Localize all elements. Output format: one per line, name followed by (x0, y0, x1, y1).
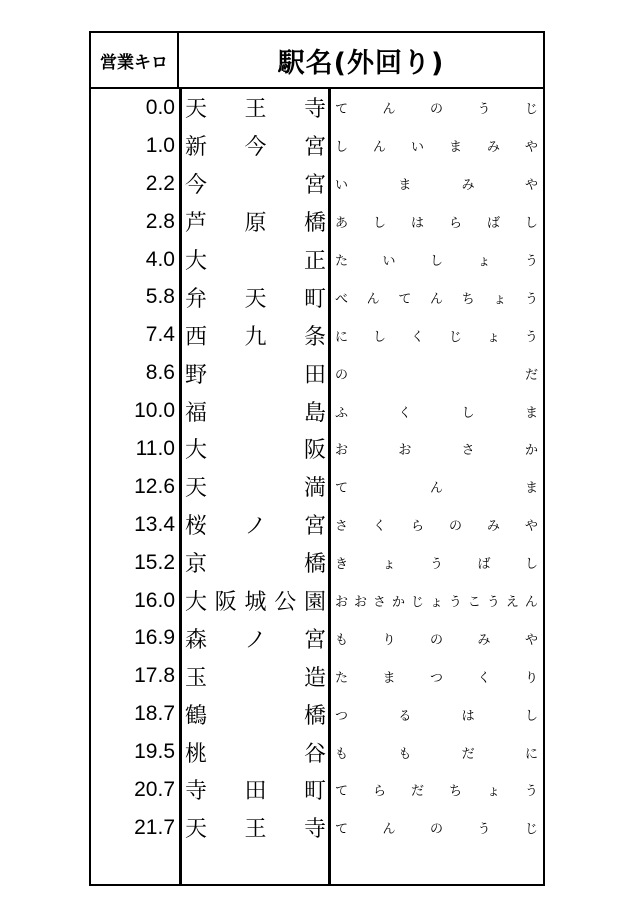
station-reading-char: ち (448, 784, 462, 800)
station-name-char: 阪 (214, 590, 237, 616)
station-table (89, 31, 545, 886)
station-name (185, 354, 326, 392)
station-reading-char: ょ (486, 784, 500, 800)
station-name-char: 橋 (303, 703, 326, 729)
station-row (91, 127, 543, 165)
station-reading (335, 392, 538, 430)
station-reading-char: ば (486, 216, 500, 232)
station-row (91, 468, 543, 506)
station-row (91, 582, 543, 620)
station-reading-char: て (335, 822, 349, 838)
station-reading (335, 430, 538, 468)
station-reading-char: う (448, 595, 462, 611)
station-reading-char: ま (398, 178, 412, 194)
station-reading-char: ん (366, 291, 380, 307)
station-reading (335, 316, 538, 354)
station-row (91, 316, 543, 354)
station-row (91, 278, 543, 316)
station-name-char: 大 (185, 438, 208, 464)
station-row (91, 203, 543, 241)
station-name (185, 506, 326, 544)
station-row (91, 809, 543, 847)
station-name-char: 天 (185, 476, 208, 502)
station-reading-char: く (410, 329, 424, 345)
station-name (185, 278, 326, 316)
station-reading-char: も (335, 746, 349, 762)
station-reading (335, 468, 538, 506)
station-reading-char: し (372, 216, 386, 232)
station-reading-char: つ (335, 708, 349, 724)
station-reading-char: ん (524, 595, 538, 611)
station-reading (335, 241, 538, 279)
station-name-char: 原 (244, 211, 267, 237)
station-reading-char: り (382, 632, 396, 648)
station-reading (335, 733, 538, 771)
station-reading (335, 506, 538, 544)
station-reading-char: だ (410, 784, 424, 800)
station-reading-char: り (524, 670, 538, 686)
station-name-char: 大 (185, 249, 208, 274)
station-reading-char: じ (410, 595, 424, 611)
station-reading-char: う (524, 784, 538, 800)
station-name-char: 橋 (303, 211, 326, 237)
station-reading-char: の (429, 822, 443, 838)
station-row (91, 733, 543, 771)
station-reading-char: う (524, 329, 538, 345)
station-reading-char: て (335, 102, 349, 118)
station-reading-char: ん (429, 481, 443, 497)
station-name-char: 桃 (185, 741, 208, 767)
station-reading-char: ち (461, 291, 475, 307)
station-reading-char: ん (382, 102, 396, 118)
station-name-char: 宮 (303, 135, 326, 161)
station-row (91, 165, 543, 203)
station-name-char: 芦 (185, 211, 208, 237)
station-reading-char: べ (335, 291, 349, 307)
station-name (185, 241, 326, 279)
station-reading-char: ょ (477, 254, 491, 269)
station-reading-char: ふ (335, 405, 349, 421)
station-reading (335, 657, 538, 695)
station-row (91, 544, 543, 582)
station-name-char: 寺 (303, 817, 326, 843)
station-name-char: 寺 (303, 97, 326, 123)
table-header (91, 33, 543, 89)
station-reading-char: き (335, 557, 349, 573)
station-name-char: 園 (303, 590, 326, 616)
station-reading-char: ば (477, 557, 491, 573)
station-name-char: 宮 (303, 514, 326, 540)
station-name-char: 城 (244, 590, 267, 616)
station-name-char: 正 (303, 249, 326, 274)
station-reading-char: い (410, 140, 424, 156)
station-reading (335, 771, 538, 809)
station-reading-char: は (410, 216, 424, 232)
station-km: 20.7 (134, 778, 175, 802)
station-reading (335, 278, 538, 316)
station-name-char: 京 (185, 552, 208, 578)
station-reading-char: は (461, 708, 475, 724)
station-reading-char: お (335, 443, 349, 459)
station-name (185, 695, 326, 733)
station-km: 12.6 (134, 474, 175, 498)
station-reading-char: た (335, 670, 349, 686)
station-km: 10.0 (134, 399, 175, 423)
station-name-char: 阪 (303, 438, 326, 464)
station-reading-char: お (335, 595, 349, 611)
station-row (91, 354, 543, 392)
station-km: 16.9 (134, 626, 175, 650)
station-name (185, 203, 326, 241)
station-reading-char: ら (372, 784, 386, 800)
station-reading-char: し (429, 254, 443, 269)
station-km: 11.0 (135, 437, 175, 461)
station-reading-char: ら (410, 519, 424, 535)
station-name-char: 桜 (185, 514, 208, 540)
station-reading-char: く (398, 405, 412, 421)
station-name-char: 寺 (185, 779, 208, 805)
station-name-char: 今 (244, 135, 267, 161)
station-reading (335, 544, 538, 582)
station-km: 1.0 (145, 133, 175, 157)
station-km: 21.7 (134, 815, 175, 839)
station-row (91, 392, 543, 430)
station-reading-char: や (524, 178, 538, 194)
station-reading-char: お (398, 443, 412, 459)
station-name-char: 九 (244, 324, 267, 350)
station-reading-char: さ (372, 595, 386, 611)
station-reading-char: さ (335, 519, 349, 535)
station-reading-char: う (524, 291, 538, 307)
station-reading-char: ま (448, 140, 462, 156)
station-km: 5.8 (145, 285, 175, 309)
station-name-char: 鶴 (185, 703, 208, 729)
station-name-char: 弁 (185, 286, 208, 312)
station-reading-char: し (461, 405, 475, 421)
station-reading (335, 203, 538, 241)
station-reading (335, 809, 538, 847)
station-reading-char: う (524, 254, 538, 269)
station-reading-char: ょ (429, 595, 443, 611)
station-name-char: ノ (244, 514, 267, 540)
station-name-char: 王 (244, 817, 267, 843)
station-row (91, 695, 543, 733)
station-reading-char: こ (467, 595, 481, 611)
station-km: 2.8 (145, 209, 175, 233)
station-reading-char: か (524, 443, 538, 459)
station-km: 8.6 (145, 361, 175, 385)
station-reading-char: あ (335, 216, 349, 232)
station-reading-char: お (353, 595, 367, 611)
station-name-char: 大 (185, 590, 208, 616)
station-name (185, 619, 326, 657)
station-reading-char: う (477, 102, 491, 118)
station-reading-char: ょ (382, 557, 396, 573)
station-reading-char: う (486, 595, 500, 611)
station-reading-char: い (382, 254, 396, 269)
station-name (185, 582, 326, 620)
station-reading-char: だ (461, 746, 475, 762)
station-name (185, 127, 326, 165)
station-reading-char: ら (448, 216, 462, 232)
station-reading-char: ょ (493, 291, 507, 307)
station-km: 18.7 (134, 702, 175, 726)
station-km: 0.0 (145, 96, 175, 119)
station-reading-char: ん (382, 822, 396, 838)
station-reading-char: み (486, 519, 500, 535)
station-reading-char: じ (524, 822, 538, 838)
station-name-char: 橋 (303, 552, 326, 578)
station-name-char: 宮 (303, 173, 326, 199)
station-name-char: 満 (303, 476, 326, 502)
station-reading (335, 582, 538, 620)
station-name-char: 天 (185, 97, 208, 123)
station-name-char: 今 (185, 173, 208, 199)
station-reading-char: や (524, 140, 538, 156)
station-km: 13.4 (134, 512, 175, 536)
station-reading-char: ん (372, 140, 386, 156)
station-reading-char: の (429, 102, 443, 118)
station-reading-char: に (524, 746, 538, 762)
station-reading-char: し (335, 140, 349, 156)
station-reading-char: じ (524, 102, 538, 118)
station-reading (335, 89, 538, 127)
station-name-char: 野 (185, 362, 208, 388)
station-row (91, 771, 543, 809)
station-reading-char: み (477, 632, 491, 648)
station-reading-char: の (429, 632, 443, 648)
station-name-char: 王 (244, 97, 267, 123)
station-km: 7.4 (145, 323, 175, 347)
station-reading-char: ょ (486, 329, 500, 345)
station-reading-char: る (398, 708, 412, 724)
station-row (91, 657, 543, 695)
station-name (185, 809, 326, 847)
station-km: 4.0 (145, 247, 175, 271)
station-reading-char: ま (524, 481, 538, 497)
station-reading-char: つ (429, 670, 443, 686)
station-name-char: 田 (244, 779, 267, 805)
station-name (185, 657, 326, 695)
station-reading-char: だ (524, 367, 538, 383)
station-name (185, 392, 326, 430)
station-reading-char: さ (461, 443, 475, 459)
station-reading-char: み (461, 178, 475, 194)
station-reading-char: た (335, 254, 349, 269)
station-reading-char: く (372, 519, 386, 535)
station-row (91, 430, 543, 468)
station-reading-char: ん (429, 291, 443, 307)
station-row (91, 89, 543, 127)
station-name-char: 島 (303, 400, 326, 426)
station-reading (335, 165, 538, 203)
station-reading-char: の (448, 519, 462, 535)
station-reading-char: て (335, 481, 349, 497)
station-name (185, 733, 326, 771)
station-name (185, 316, 326, 354)
station-name-char: 造 (303, 665, 326, 691)
station-name-char: 町 (303, 286, 326, 312)
station-row (91, 619, 543, 657)
station-reading-char: や (524, 519, 538, 535)
station-name (185, 165, 326, 203)
station-reading (335, 127, 538, 165)
station-name-char: 森 (185, 627, 208, 653)
header-km-label: 営業キロ (91, 33, 179, 87)
station-row (91, 506, 543, 544)
station-name (185, 544, 326, 582)
station-name-char: 条 (303, 324, 326, 350)
station-reading-char: て (335, 784, 349, 800)
station-reading (335, 695, 538, 733)
station-reading-char: ま (382, 670, 396, 686)
station-name-char: 町 (303, 779, 326, 805)
station-reading-char: か (391, 595, 405, 611)
station-name-char: 天 (244, 286, 267, 312)
station-reading (335, 619, 538, 657)
station-rows (91, 89, 543, 847)
station-reading-char: み (486, 140, 500, 156)
station-reading-char: う (429, 557, 443, 573)
station-km: 2.2 (145, 171, 175, 195)
station-name (185, 89, 326, 127)
station-reading-char: の (335, 367, 349, 383)
station-reading-char: う (477, 822, 491, 838)
station-km: 15.2 (134, 550, 175, 574)
station-name-char: ノ (244, 627, 267, 653)
station-reading-char: ま (524, 405, 538, 421)
station-name-char: 新 (185, 135, 208, 161)
station-name-char: 玉 (185, 665, 208, 691)
station-name-char: 公 (274, 590, 297, 616)
station-reading-char: い (335, 178, 349, 194)
station-name-char: 谷 (303, 741, 326, 767)
station-name (185, 771, 326, 809)
station-reading-char: し (524, 708, 538, 724)
station-name-char: 田 (303, 362, 326, 388)
station-name-char: 天 (185, 817, 208, 843)
station-reading-char: じ (448, 329, 462, 345)
station-name-char: 西 (185, 324, 208, 350)
station-reading-char: し (372, 329, 386, 345)
station-reading-char: え (505, 595, 519, 611)
station-km: 19.5 (134, 740, 175, 764)
station-reading-char: し (524, 216, 538, 232)
station-name (185, 468, 326, 506)
station-name (185, 430, 326, 468)
station-name-char: 宮 (303, 627, 326, 653)
station-row (91, 241, 543, 279)
station-reading-char: も (398, 746, 412, 762)
station-reading-char: く (477, 670, 491, 686)
station-reading-char: も (335, 632, 349, 648)
station-name-char: 福 (185, 400, 208, 426)
station-km: 16.0 (134, 588, 175, 612)
station-reading-char: に (335, 329, 349, 345)
header-station-name-label: 駅名(外回り) (277, 47, 445, 79)
station-reading-char: て (398, 291, 412, 307)
station-reading (335, 354, 538, 392)
station-reading-char: や (524, 632, 538, 648)
station-reading-char: し (524, 557, 538, 573)
station-km: 17.8 (134, 664, 175, 688)
